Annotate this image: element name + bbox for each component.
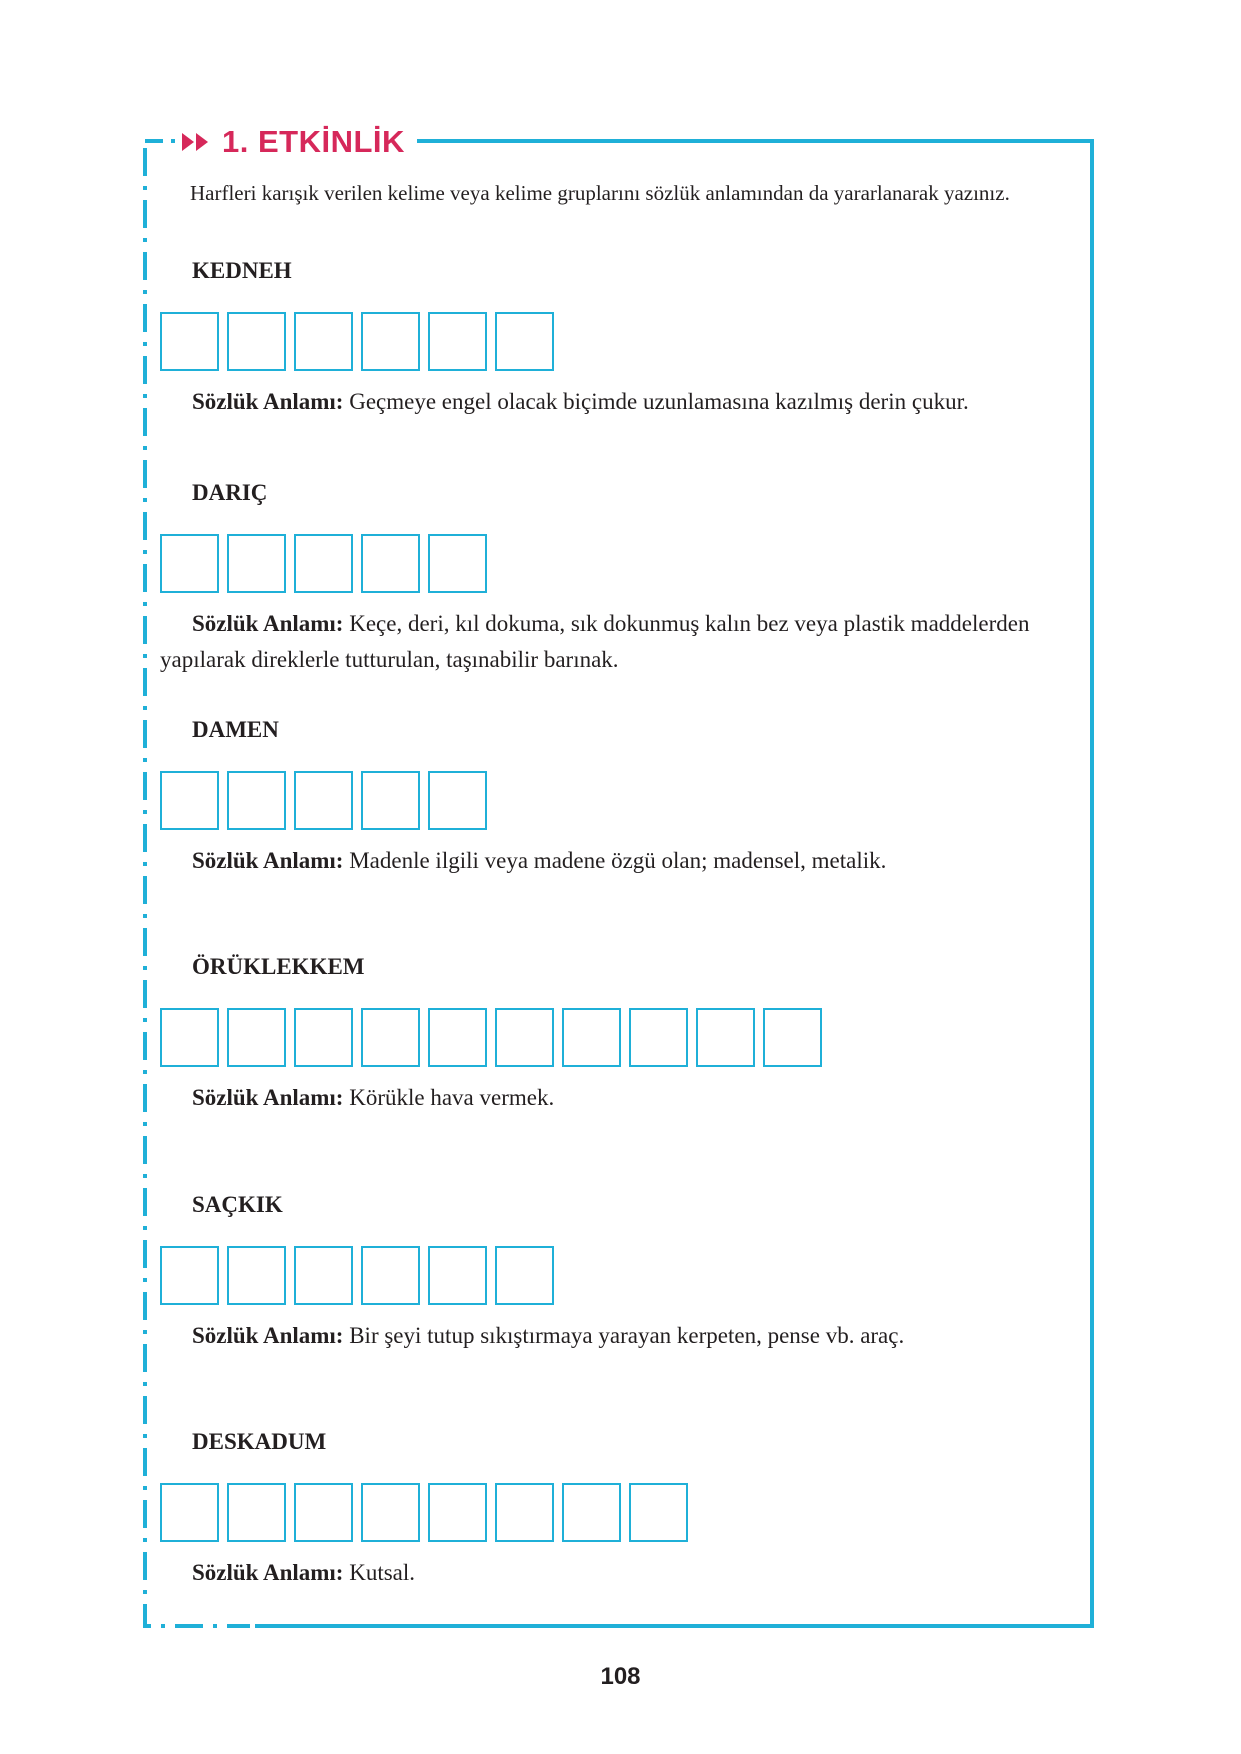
- dictionary-meaning: [160, 384, 1065, 420]
- letter-box[interactable]: [227, 1008, 286, 1067]
- letter-box[interactable]: [294, 771, 353, 830]
- letter-boxes: [160, 312, 1065, 371]
- letter-box[interactable]: [294, 312, 353, 371]
- letter-box[interactable]: [160, 771, 219, 830]
- letter-box[interactable]: [361, 1483, 420, 1542]
- letter-box[interactable]: [495, 1246, 554, 1305]
- meaning-text: Körükle hava vermek.: [349, 1085, 555, 1110]
- letter-box[interactable]: [361, 534, 420, 593]
- letter-box[interactable]: [361, 771, 420, 830]
- letter-box[interactable]: [227, 1483, 286, 1542]
- meaning-text: Kutsal.: [349, 1560, 416, 1585]
- double-arrow-icon: [180, 131, 214, 153]
- letter-box[interactable]: [294, 1483, 353, 1542]
- word-item: [160, 1190, 1065, 1354]
- letter-box[interactable]: [428, 1008, 487, 1067]
- page-number: 108: [600, 1663, 641, 1690]
- scrambled-word: ÖRÜKLEKKEM: [192, 954, 365, 979]
- letter-box[interactable]: [294, 1008, 353, 1067]
- letter-box[interactable]: [160, 1008, 219, 1067]
- word-item: [160, 256, 1065, 420]
- meaning-text: Madenle ilgili veya madene özgü olan; madensel, metalik.: [349, 848, 887, 873]
- letter-box[interactable]: [227, 312, 286, 371]
- dictionary-meaning: [160, 1555, 1065, 1591]
- dictionary-meaning: [160, 843, 1065, 879]
- letter-box[interactable]: [361, 312, 420, 371]
- letter-boxes: [160, 534, 1065, 593]
- word-item: [160, 952, 1065, 1116]
- letter-box[interactable]: [428, 534, 487, 593]
- letter-box[interactable]: [361, 1008, 420, 1067]
- letter-box[interactable]: [361, 1246, 420, 1305]
- letter-box[interactable]: [160, 1246, 219, 1305]
- meaning-text: Keçe, deri, kıl dokuma, sık dokunmuş kalın bez veya plastik maddelerden yapılarak direklerle tutturulan, taşınabilir barınak.: [160, 611, 1030, 672]
- letter-box[interactable]: [562, 1008, 621, 1067]
- word-item: [160, 715, 1065, 879]
- meaning-label: Sözlük Anlamı:: [192, 611, 344, 636]
- dictionary-meaning: [160, 1318, 1065, 1354]
- dictionary-meaning: [160, 1080, 1065, 1116]
- letter-box[interactable]: [428, 771, 487, 830]
- letter-box[interactable]: [629, 1008, 688, 1067]
- scrambled-word: DESKADUM: [192, 1429, 327, 1454]
- meaning-label: Sözlük Anlamı:: [192, 1085, 344, 1110]
- meaning-label: Sözlük Anlamı:: [192, 1560, 344, 1585]
- letter-box[interactable]: [495, 1008, 554, 1067]
- letter-box[interactable]: [227, 771, 286, 830]
- letter-boxes: [160, 1483, 1065, 1542]
- letter-box[interactable]: [160, 534, 219, 593]
- letter-box[interactable]: [428, 1483, 487, 1542]
- letter-box[interactable]: [562, 1483, 621, 1542]
- scrambled-word: SAÇKIK: [192, 1192, 283, 1217]
- letter-box[interactable]: [227, 1246, 286, 1305]
- letter-box[interactable]: [428, 1246, 487, 1305]
- letter-box[interactable]: [294, 534, 353, 593]
- meaning-text: Bir şeyi tutup sıkıştırmaya yarayan kerpeten, pense vb. araç.: [349, 1323, 905, 1348]
- meaning-text: Geçmeye engel olacak biçimde uzunlamasına kazılmış derin çukur.: [349, 389, 969, 414]
- letter-box[interactable]: [160, 312, 219, 371]
- letter-box[interactable]: [160, 1483, 219, 1542]
- word-item: [160, 478, 1065, 678]
- letter-box[interactable]: [696, 1008, 755, 1067]
- meaning-label: Sözlük Anlamı:: [192, 1323, 344, 1348]
- letter-box[interactable]: [227, 534, 286, 593]
- letter-boxes: [160, 1246, 1065, 1305]
- letter-box[interactable]: [495, 1483, 554, 1542]
- word-item: [160, 1427, 1065, 1591]
- letter-boxes: [160, 1008, 1065, 1067]
- meaning-label: Sözlük Anlamı:: [192, 848, 344, 873]
- letter-box[interactable]: [428, 312, 487, 371]
- activity-title: 1. ETKİNLİK: [222, 124, 405, 159]
- scrambled-word: DARIÇ: [192, 480, 268, 505]
- scrambled-word: KEDNEH: [192, 258, 292, 283]
- letter-box[interactable]: [629, 1483, 688, 1542]
- letter-boxes: [160, 771, 1065, 830]
- meaning-label: Sözlük Anlamı:: [192, 389, 344, 414]
- activity-instruction: Harfleri karışık verilen kelime veya kelime gruplarını sözlük anlamından da yararlanarak yazınız.: [190, 181, 1010, 205]
- letter-box[interactable]: [294, 1246, 353, 1305]
- activity-header: [178, 120, 417, 164]
- dictionary-meaning: [160, 606, 1065, 678]
- letter-box[interactable]: [495, 312, 554, 371]
- scrambled-word: DAMEN: [192, 717, 279, 742]
- letter-box[interactable]: [763, 1008, 822, 1067]
